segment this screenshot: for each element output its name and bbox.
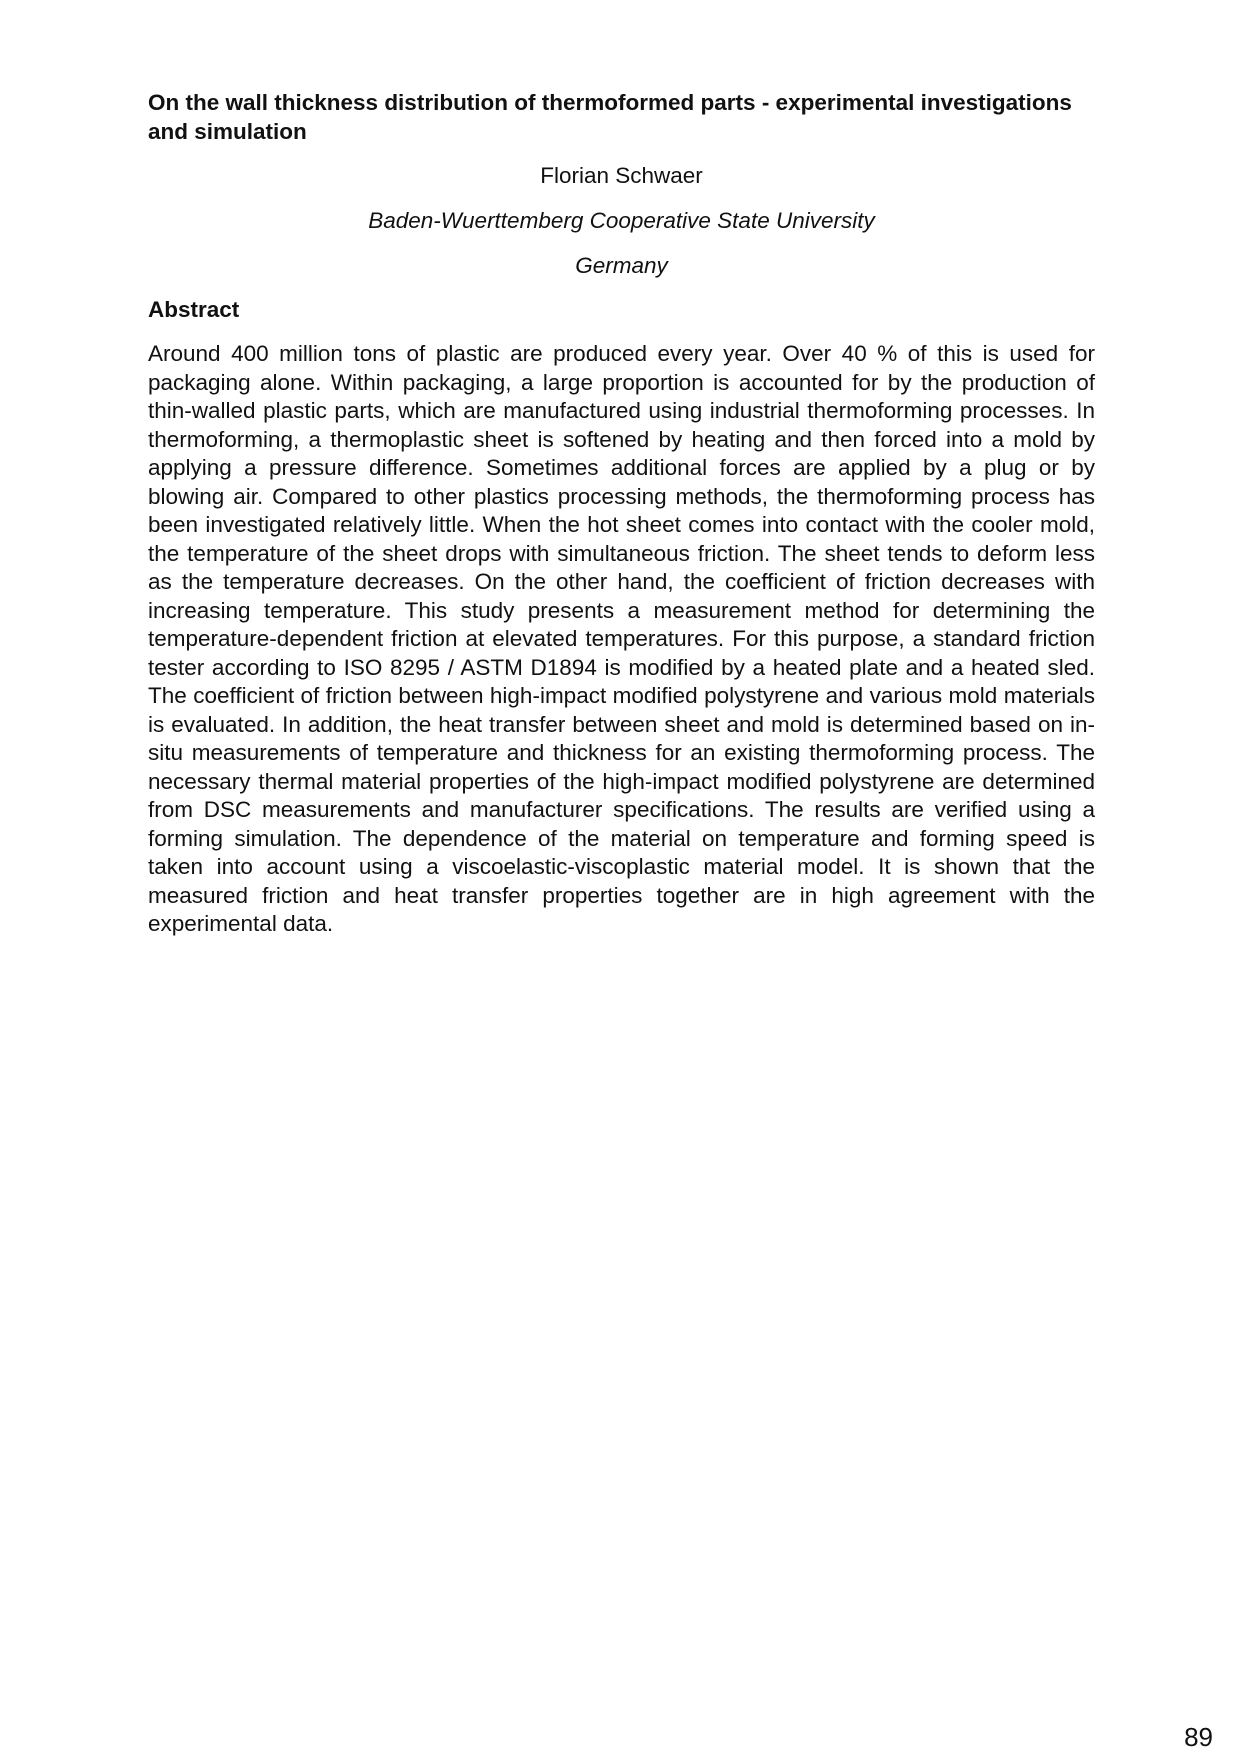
author-country: Germany	[575, 253, 668, 278]
abstract-body: Around 400 million tons of plastic are produced every year. Over 40 % of this is used for packaging alone. Within packaging, a large proportion is accounted for by the production of thin-walled plastic parts, which are manufactured using industrial thermoforming processes. In thermoforming, a thermoplastic sheet is softened by heating and then forced into a mold by applying a pressure difference. Sometimes additional forces are applied by a plug or by blowing air. Compared to other plastics processing methods, the thermoforming process has been investigated relatively little. When the hot sheet comes into contact with the cooler mold, the temperature of the sheet drops with simultaneous friction. The sheet tends to deform less as the temperature decreases. On the other hand, the coefficient of friction decreases with increasing temperature. This study presents a measurement method for determining the temperature-dependent friction at elevated temperatures. For this purpose, a standard friction tester according to ISO 8295 / ASTM D1894 is modified by a heated plate and a heated sled. The coefficient of friction between high-impact modified polystyrene and various mold materials is evaluated. In addition, the heat transfer between sheet and mold is determined based on in-situ measurements of temperature and thickness for an existing thermoforming process. The necessary thermal material properties of the high-impact modified polystyrene are determined from DSC measurements and manufacturer specifications. The results are verified using a forming simulation. The dependence of the material on temperature and forming speed is taken into account using a viscoelastic-viscoplastic material model. It is shown that the measured friction and heat transfer properties together are in high agreement with the experimental data.	[148, 341, 1095, 936]
abstract-heading: Abstract	[148, 297, 240, 322]
author-name: Florian Schwaer	[540, 163, 703, 188]
paper-content	[148, 88, 1095, 939]
page-number: 89	[1184, 1722, 1213, 1752]
author-affiliation: Baden-Wuerttemberg Cooperative State University	[368, 208, 875, 233]
paper-title: On the wall thickness distribution of thermoformed parts - experimental investigations and simulation	[148, 90, 1072, 144]
